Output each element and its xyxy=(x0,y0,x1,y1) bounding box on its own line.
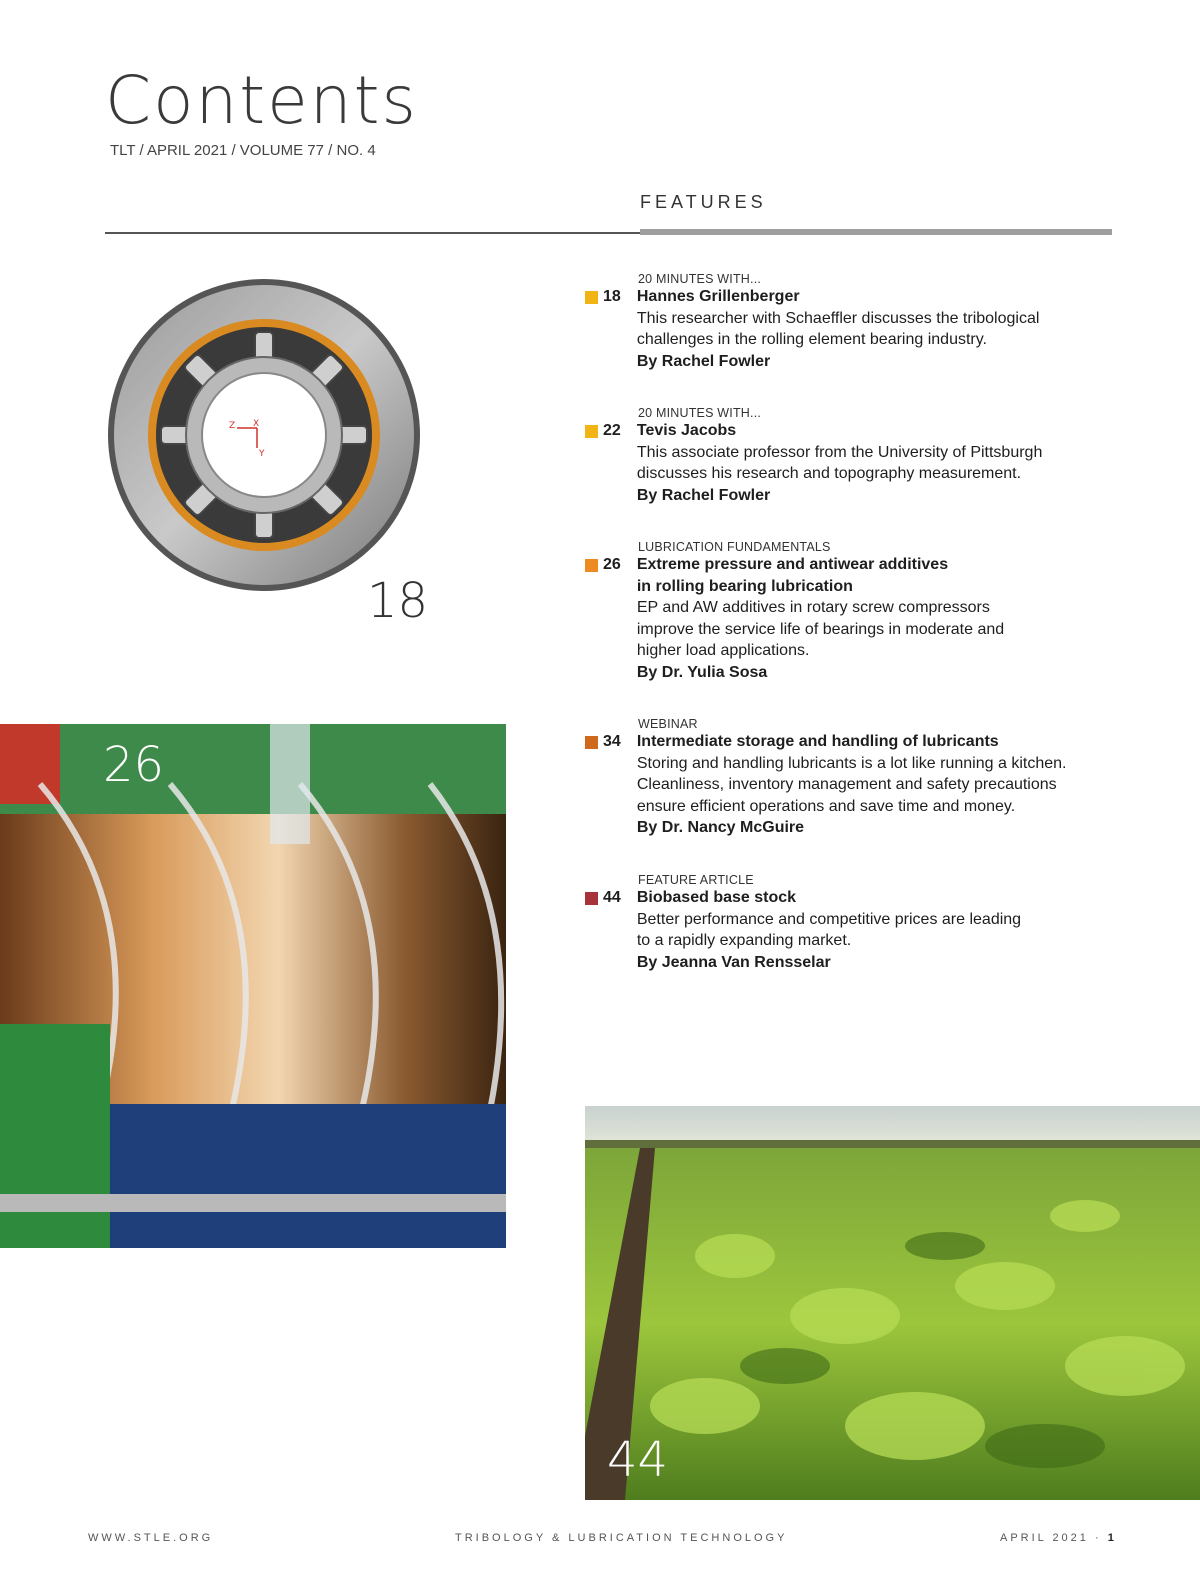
footer-publication: TRIBOLOGY & LUBRICATION TECHNOLOGY xyxy=(455,1532,788,1544)
feature-description-line: ensure efficient operations and save time and money. xyxy=(636,797,1016,815)
feature-description-line: EP and AW additives in rotary screw compressors xyxy=(636,599,990,616)
page-title: Contents xyxy=(105,62,418,139)
feature-description-line: challenges in the rolling element bearing industry. xyxy=(636,331,987,348)
footer-issue-date: APRIL 2021 xyxy=(1000,1532,1089,1544)
feature-page-number[interactable]: 34 xyxy=(603,733,621,750)
feature-kicker: 20 MINUTES WITH... xyxy=(638,406,762,420)
feature-description-line: This researcher with Schaeffler discusses the tribological xyxy=(636,309,1040,327)
feature-description-line: improve the service life of bearings in moderate and xyxy=(636,620,1005,638)
feature-page-number[interactable]: 18 xyxy=(603,288,621,305)
footer-issue xyxy=(1000,1532,1117,1544)
figure-number-44: 44 xyxy=(607,1432,669,1488)
bearing-image xyxy=(105,276,423,594)
issue-line: TLT / APRIL 2021 / VOLUME 77 / NO. 4 xyxy=(110,142,376,159)
screw-compressor-image xyxy=(0,724,506,1248)
feature-color-marker xyxy=(585,736,598,749)
footer-website[interactable]: WWW.STLE.ORG xyxy=(88,1532,214,1544)
footer-separator: · xyxy=(1094,1532,1102,1544)
axis-label-y: Y xyxy=(259,449,265,459)
feature-byline: By Rachel Fowler xyxy=(636,486,771,504)
features-divider xyxy=(640,229,1112,235)
feature-description-line: to a rapidly expanding market. xyxy=(636,932,852,949)
feature-description-line: This associate professor from the University of Pittsburgh xyxy=(636,443,1043,461)
feature-entry[interactable] xyxy=(585,717,1105,839)
section-label-features: FEATURES xyxy=(640,192,767,212)
feature-headline[interactable]: Biobased base stock xyxy=(636,889,797,906)
header-divider xyxy=(105,232,640,234)
feature-byline: By Jeanna Van Rensselar xyxy=(636,953,831,971)
feature-page-number[interactable]: 22 xyxy=(603,422,621,439)
figure-number-18: 18 xyxy=(367,573,429,629)
feature-description-line: discusses his research and topography measurement. xyxy=(636,465,1022,482)
feature-color-marker xyxy=(585,425,598,438)
feature-headline[interactable]: Intermediate storage and handling of lubricants xyxy=(636,733,999,750)
feature-description-line: Storing and handling lubricants is a lot like running a kitchen. xyxy=(636,754,1067,772)
feature-entry[interactable] xyxy=(585,406,1105,506)
feature-entry[interactable] xyxy=(585,540,1105,683)
feature-kicker: LUBRICATION FUNDAMENTALS xyxy=(638,540,831,554)
feature-description-line: Cleanliness, inventory management and safety precautions xyxy=(636,776,1057,793)
feature-kicker: FEATURE ARTICLE xyxy=(638,873,754,887)
feature-description-line: higher load applications. xyxy=(636,642,810,659)
feature-byline: By Rachel Fowler xyxy=(636,352,771,370)
feature-page-number[interactable]: 26 xyxy=(603,556,621,573)
feature-kicker: 20 MINUTES WITH... xyxy=(638,272,762,286)
feature-entry[interactable] xyxy=(585,873,1105,973)
feature-headline[interactable]: Hannes Grillenberger xyxy=(636,288,800,305)
feature-color-marker xyxy=(585,559,598,572)
feature-byline: By Dr. Yulia Sosa xyxy=(636,663,768,681)
axis-label-z: Z xyxy=(229,421,236,431)
feature-color-marker xyxy=(585,291,598,304)
footer-page-number: 1 xyxy=(1107,1532,1117,1544)
feature-byline: By Dr. Nancy McGuire xyxy=(636,819,805,836)
feature-color-marker xyxy=(585,892,598,905)
feature-page-number[interactable]: 44 xyxy=(603,889,621,906)
feature-headline[interactable]: Tevis Jacobs xyxy=(636,422,737,439)
feature-description-line: Better performance and competitive prices are leading xyxy=(636,910,1022,928)
feature-headline[interactable]: in rolling bearing lubrication xyxy=(636,577,853,595)
axis-label-x: X xyxy=(253,419,260,429)
feature-kicker: WEBINAR xyxy=(638,717,698,731)
feature-headline[interactable]: Extreme pressure and antiwear additives xyxy=(636,556,949,573)
soybean-field-image xyxy=(585,1106,1200,1500)
feature-entry[interactable] xyxy=(585,272,1105,372)
figure-number-26: 26 xyxy=(103,737,165,793)
